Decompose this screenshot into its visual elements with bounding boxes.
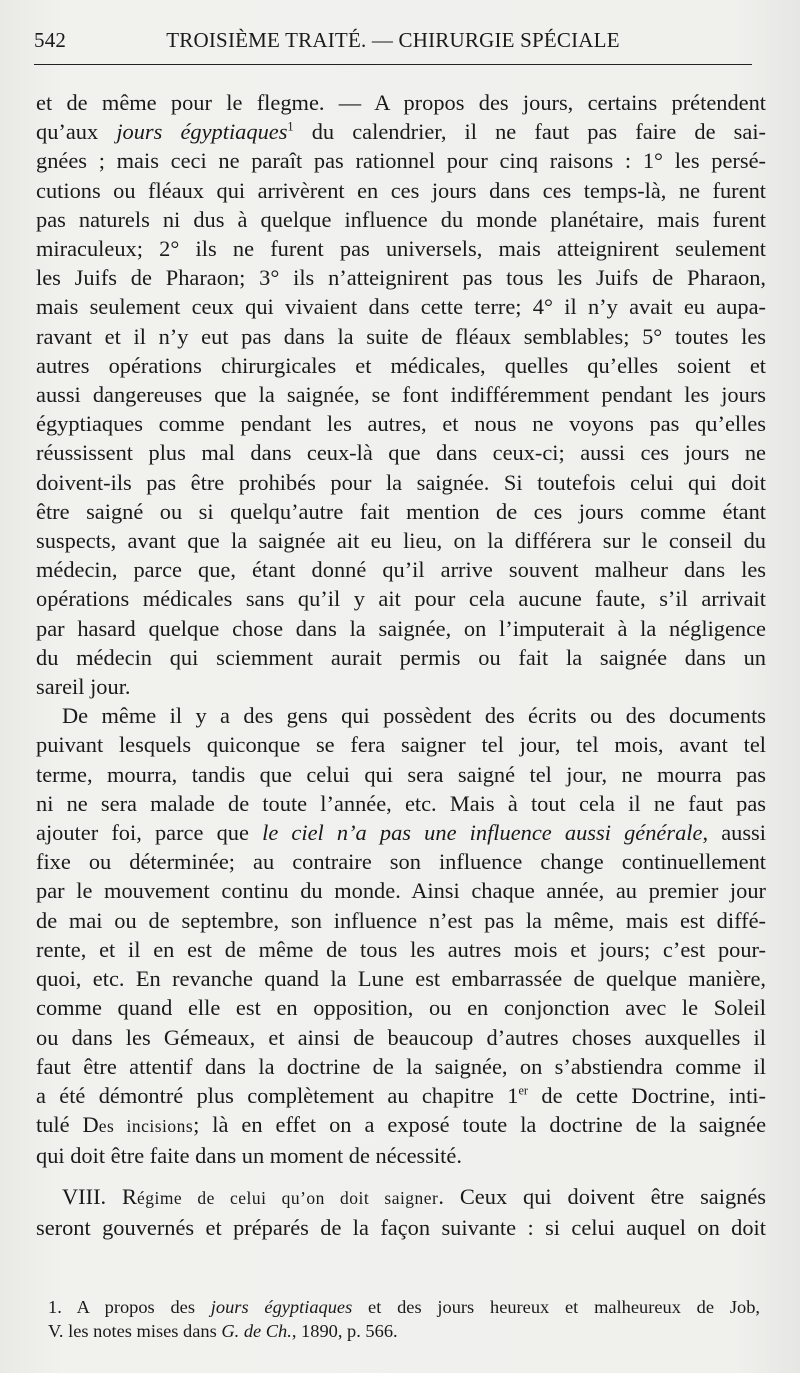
text-line: par le mouvement continu du monde. Ainsi chaque année, au premier jour: [36, 878, 766, 904]
text-line: autres opérations chirurgicales et médicales, quelles qu’elles soient et: [36, 352, 766, 378]
text-line: ravant et il n’y eut pas dans la suite de fléaux semblables; 5° toutes les: [36, 323, 766, 349]
text-line: rente, et il en est de même de tous les autres mois et jours; c’est pour-: [36, 936, 766, 962]
section-gap: [36, 1171, 766, 1182]
section-heading-line: VIII. Régime de celui qu’on doit saigner. Ceux qui doivent être saignés: [62, 1183, 766, 1209]
text-line: réussissent plus mal dans ceux-là que dans ceux-ci; aussi ces jours ne: [36, 440, 766, 466]
footnote-line: V. les notes mises dans G. de Ch., 1890, p. 566.: [48, 1320, 398, 1341]
text-line: pas naturels ni dus à quelque influence du monde planétaire, mais furent: [36, 206, 766, 232]
text-line: miraculeux; 2° ils ne furent pas universels, mais atteignirent seulement: [36, 236, 766, 262]
text-line: terme, mourra, tandis que celui qui sera saigné tel jour, ne mourra pas: [36, 761, 766, 787]
text-line: être saigné ou si quelqu’autre fait mention de ces jours comme étant: [36, 498, 766, 524]
text-line: et de même pour le flegme. — A propos des jours, certains prétendent: [36, 90, 766, 115]
text-line: par hasard quelque chose dans la saignée, on l’imputerait à la négligence: [36, 615, 766, 641]
text-line: du médecin qui sciemment aurait permis ou fait la saignée dans un: [36, 644, 766, 670]
text-line: seront gouvernés et préparés de la façon suivante : si celui auquel on doit: [36, 1214, 766, 1240]
text-line: sareil jour.: [36, 674, 131, 700]
text-line: puivant lesquels quiconque se fera saigner tel jour, tel mois, avant tel: [36, 732, 766, 758]
text-line: cutions ou fléaux qui arrivèrent en ces jours dans ces temps-là, ne furent: [36, 177, 766, 203]
text-line: qu’aux jours égyptiaques$^1$ du calendrier, il ne faut pas faire de sai-: [36, 119, 766, 145]
text-line: comme quand elle est en opposition, ou en conjonction avec le Soleil: [36, 995, 766, 1021]
text-line: aussi dangereuses que la saignée, se font indifféremment pendant les jours: [36, 382, 766, 408]
section-number: VIII.: [62, 1183, 123, 1209]
page-header: [34, 28, 752, 54]
text-line: quoi, etc. En revanche quand la Lune est embarrassée de quelque manière,: [36, 966, 766, 992]
text-line: les Juifs de Pharaon; 3° ils n’atteignirent pas tous les Juifs de Pharaon,: [36, 265, 766, 291]
running-title: TROISIÈME TRAITÉ. — CHIRURGIE SPÉCIALE: [166, 28, 620, 52]
text-line: doivent-ils pas être prohibés pour la saignée. Si toutefois celui qui doit: [36, 469, 766, 495]
text-line: faut être attentif dans la doctrine de la saignée, on s’abstiendra comme il: [36, 1053, 766, 1079]
main-text: [36, 88, 766, 1242]
header-rule: [34, 64, 752, 65]
text-line: de mai ou de septembre, son influence n’est pas la même, mais est diffé-: [36, 907, 766, 933]
text-line: gnées ; mais ceci ne paraît pas rationnel pour cinq raisons : 1° les persé-: [36, 148, 766, 174]
text-line: fixe ou déterminée; au contraire son influence change continuellement: [36, 849, 766, 875]
footnote: [48, 1296, 760, 1343]
text-line: médecin, parce que, étant donné qu’il arrive souvent malheur dans les: [36, 557, 766, 583]
text-line: qui doit être faite dans un moment de nécessité.: [36, 1143, 462, 1169]
text-line: ou dans les Gémeaux, et ainsi de beaucoup d’autres choses auxquelles il: [36, 1024, 766, 1050]
footnote-line: 1. A propos des jours égyptiaques et des jours heureux et malheureux de Job,: [48, 1297, 760, 1317]
footnote-marker: 1: [287, 119, 294, 134]
text-line: opérations médicales sans qu’il y ait pour cela aucune faute, s’il arrivait: [36, 586, 766, 612]
text-line: a été démontré plus complètement au chapitre 1er de cette Doctrine, inti-: [36, 1082, 766, 1108]
text-line: De même il y a des gens qui possèdent des écrits ou des documents: [62, 703, 766, 729]
page-number: 542: [34, 28, 67, 52]
text-line: tulé Des incisions; là en effet on a exposé toute la doctrine de la saignée: [36, 1112, 767, 1138]
text-line: égyptiaques comme pendant les autres, et nous ne voyons pas qu’elles: [36, 411, 766, 437]
text-line: mais seulement ceux qui vivaient dans cette terre; 4° il n’y avait eu aupa-: [36, 294, 766, 320]
text-line: ajouter foi, parce que le ciel n’a pas une influence aussi générale, aussi: [36, 820, 766, 846]
text-line: ni ne sera malade de toute l’année, etc. Mais à tout cela il ne faut pas: [36, 790, 766, 816]
text-line: suspects, avant que la saignée ait eu lieu, on la différera sur le conseil du: [36, 528, 766, 554]
